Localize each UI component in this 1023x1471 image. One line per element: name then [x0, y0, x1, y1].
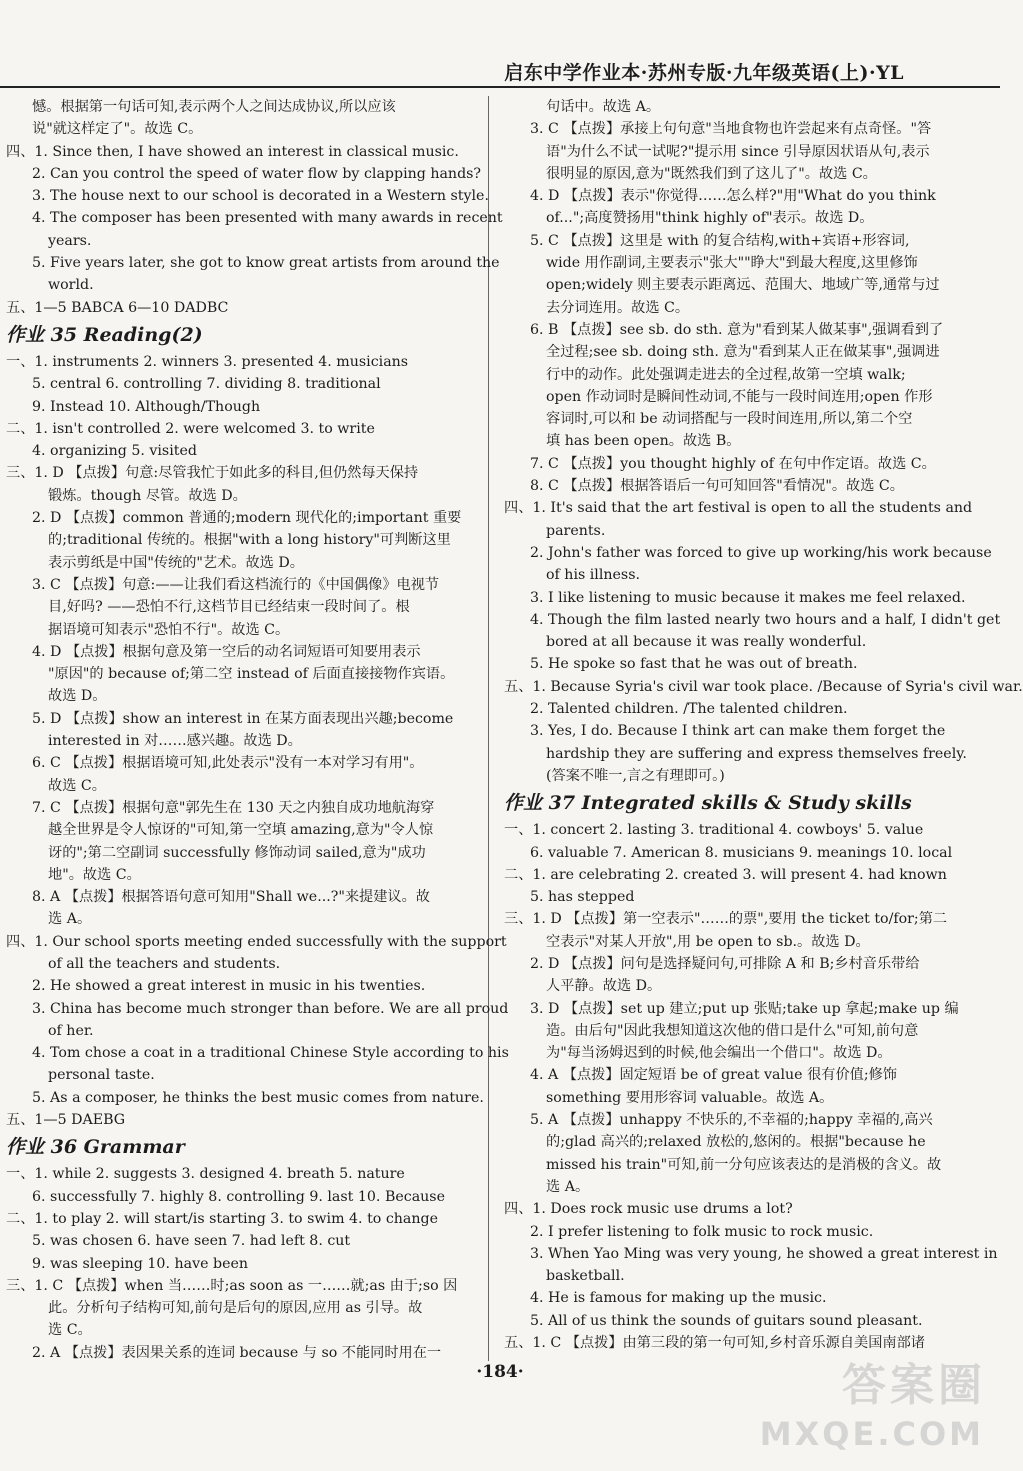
answer-line: 填 has been open。故选 B。	[546, 433, 741, 450]
answer-line: 4. D 【点拨】表示"你觉得……怎么样?"用"What do you think	[530, 188, 936, 205]
answer-line: 5. D 【点拨】show an interest in 在某方面表现出兴趣;become	[32, 710, 454, 727]
answer-line: 5. C 【点拨】这里是 with 的复合结构,with+宾语+形容词,	[530, 232, 910, 249]
answer-line: 句话中。故选 A。	[546, 99, 661, 115]
page-header	[0, 52, 1000, 88]
answer-line: of...";高度赞扬用"think highly of"表示。故选 D。	[546, 210, 874, 227]
watermark-site: MXQE.COM	[759, 1415, 984, 1453]
answer-line: 3. C 【点拨】句意:——让我们看这档流行的《中国偶像》电视节	[32, 576, 440, 593]
answer-line: 五、1—5 DAEBG	[6, 1112, 126, 1129]
answer-line: 2. Can you control the speed of water flow by clapping hands?	[32, 165, 482, 182]
answer-line: 的;traditional 传统的。根据"with a long history"可判断这里	[48, 532, 451, 549]
answer-line: 5. As a composer, he thinks the best music comes from nature.	[32, 1089, 484, 1106]
answer-line: 造。由后句"因此我想知道这次他的借口是什么"可知,前句意	[546, 1022, 919, 1039]
answer-line: 5. central 6. controlling 7. dividing 8. traditional	[32, 376, 381, 393]
answer-line: 9. Instead 10. Although/Though	[32, 398, 261, 415]
answer-line: 2. A 【点拨】表因果关系的连词 because 与 so 不能同时用在一	[32, 1344, 442, 1361]
answer-line: 三、1. C 【点拨】when 当……时;as soon as 一……就;as 由于;so 因	[6, 1277, 458, 1294]
answer-line: 目,好吗? ——恐怕不行,这档节目已经结束一段时间了。根	[48, 599, 410, 616]
answer-line: 表示剪纸是中国"传统的"艺术。故选 D。	[48, 554, 304, 571]
answer-line: world.	[48, 277, 94, 294]
answer-line: 3. D 【点拨】set up 建立;put up 张贴;take up 拿起;make up 编	[530, 1000, 959, 1017]
answer-line: 行中的动作。此处强调走进去的全过程,故第一空填 walk;	[546, 366, 906, 383]
answer-line: 一、1. instruments 2. winners 3. presented 4. musicians	[6, 353, 409, 370]
answer-line: 四、1. Our school sports meeting ended successfully with the support	[6, 933, 507, 950]
answer-line: something 要用形容词 valuable。故选 A。	[546, 1089, 834, 1106]
answer-line: bored at all because it was really wonderful.	[546, 634, 867, 651]
answer-line: 为"每当汤姆迟到的时候,他会编出一个借口"。故选 D。	[546, 1045, 892, 1062]
answer-line: 6. C 【点拨】根据语境可知,此处表示"没有一本对学习有用"。	[32, 755, 424, 772]
answer-line: 5. was chosen 6. have seen 7. had left 8. cut	[32, 1233, 351, 1250]
answer-line: wide 用作副词,主要表示"张大""睁大"到最大程度,这里修饰	[546, 255, 918, 272]
answer-line: 4. organizing 5. visited	[32, 443, 197, 460]
answer-line: parents.	[546, 522, 606, 539]
page-number: ·184·	[476, 1362, 524, 1382]
answer-line: 五、1—5 BABCA 6—10 DADBC	[6, 299, 229, 316]
answer-line: 6. successfully 7. highly 8. controlling 9. last 10. Because	[32, 1188, 445, 1205]
answer-line: 2. Talented children. /The talented children.	[530, 701, 848, 718]
answer-line: 说"就这样定了"。故选 C。	[32, 121, 203, 138]
answer-line: missed his train"可知,前一分句应该表达的是消极的含义。故	[546, 1156, 942, 1173]
answer-line: interested in 对……感兴趣。故选 D。	[48, 733, 302, 750]
answer-line: 8. A 【点拨】根据答语句意可知用"Shall we...?"来提建议。故	[32, 889, 430, 906]
answer-line: 四、1. Does rock music use drums a lot?	[504, 1201, 793, 1218]
answer-line: 锻炼。though 尽管。故选 D。	[48, 487, 247, 504]
header-title: 启东中学作业本·苏州专版·九年级英语(上)·YL	[504, 62, 904, 84]
left-column	[6, 96, 509, 1361]
answer-line: 二、1. isn't controlled 2. were welcomed 3. to write	[6, 420, 375, 437]
answer-line: hardship they are suffering and express themselves freely.	[546, 745, 967, 762]
answer-line: 五、1. Because Syria's civil war took place. /Because of Syria's civil war.	[504, 678, 1023, 695]
answer-line: 3. The house next to our school is decorated in a Western style.	[32, 188, 489, 205]
answer-line: 四、1. Since then, I have showed an interest in classical music.	[6, 143, 459, 160]
section-heading: 作业 35 Reading(2)	[6, 323, 203, 346]
answer-line: 6. B 【点拨】see sb. do sth. 意为"看到某人做某事",强调看到了	[530, 321, 944, 338]
answer-line: open 作动词时是瞬间性动词,不能与一段时间连用;open 作形	[546, 388, 933, 405]
answer-line: 6. valuable 7. American 8. musicians 9. meanings 10. local	[530, 844, 953, 861]
answer-line: 5. Five years later, she got to know great artists from around the	[32, 255, 500, 272]
watermark-logo: 答案圈	[842, 1360, 986, 1411]
answer-line: 2. D 【点拨】common 普通的;modern 现代化的;important 重要	[32, 510, 462, 527]
answer-line: 讶的";第二空副词 successfully 修饰动词 sailed,意为"成功	[48, 844, 426, 861]
answer-line: 容词时,可以和 be 动词搭配与一段时间连用,所以,第二个空	[546, 411, 913, 428]
column-divider	[488, 96, 489, 1361]
answer-line: 选 A。	[48, 911, 92, 928]
answer-line: 五、1. C 【点拨】由第三段的第一句可知,乡村音乐源自美国南部诸	[504, 1335, 925, 1352]
section-heading: 作业 37 Integrated skills & Study skills	[504, 792, 912, 815]
answer-line: 语"为什么不试一试呢?"提示用 since 引导原因状语从句,表示	[546, 143, 930, 160]
answer-line: 3. Yes, I do. Because I think art can make them forget the	[530, 723, 946, 740]
answer-line: 4. The composer has been presented with many awards in recent	[32, 210, 503, 227]
right-column	[504, 96, 1023, 1361]
answer-line: of her.	[48, 1022, 94, 1039]
answer-line: 选 C。	[48, 1322, 92, 1339]
answer-line: 4. He is famous for making up the music.	[530, 1290, 827, 1307]
answer-line: 越全世界是令人惊讶的"可知,第一空填 amazing,意为"令人惊	[48, 822, 434, 839]
answer-line: 3. I like listening to music because it makes me feel relaxed.	[530, 589, 966, 606]
answer-line: 5. A 【点拨】unhappy 不快乐的,不幸福的;happy 幸福的,高兴	[530, 1112, 933, 1129]
answer-line: 4. Though the film lasted nearly two hours and a half, I didn't get	[530, 611, 1001, 628]
answer-line: 一、1. while 2. suggests 3. designed 4. breath 5. nature	[6, 1166, 405, 1183]
answer-line: 全过程;see sb. doing sth. 意为"看到某人正在做某事",强调进	[546, 344, 940, 361]
answer-line: 3. China has become much stronger than before. We are all proud	[32, 1000, 509, 1017]
answer-line: 9. was sleeping 10. have been	[32, 1255, 248, 1272]
answer-line: 四、1. It's said that the art festival is open to all the students and	[504, 500, 973, 517]
answer-line: 故选 D。	[48, 688, 107, 705]
answer-line: 2. John's father was forced to give up working/his work because	[530, 544, 992, 561]
answer-line: of all the teachers and students.	[48, 955, 281, 972]
answer-line: 选 A。	[546, 1178, 590, 1195]
answer-line: 8. C 【点拨】根据答语后一句可知回答"看情况"。故选 C。	[530, 478, 904, 495]
answer-line: 三、1. D 【点拨】第一空表示"……的票",要用 the ticket to/for;第二	[504, 911, 948, 928]
answer-line: 2. D 【点拨】问句是选择疑问句,可排除 A 和 B;乡村音乐带给	[530, 955, 920, 972]
answer-line: 4. A 【点拨】固定短语 be of great value 很有价值;修饰	[530, 1067, 897, 1084]
answer-line: 5. All of us think the sounds of guitars sound pleasant.	[530, 1312, 923, 1329]
answer-line: 很明显的原因,意为"既然我们到了这儿了"。故选 C。	[546, 165, 877, 182]
answer-line: years.	[48, 232, 92, 249]
answer-line: open;widely 则主要表示距离远、范围大、地域广等,通常与过	[546, 277, 940, 294]
answer-line: (答案不唯一,言之有理即可。)	[546, 767, 725, 784]
section-heading: 作业 36 Grammar	[6, 1136, 185, 1159]
answer-line: 的;glad 高兴的;relaxed 放松的,悠闲的。根据"because he	[546, 1134, 926, 1151]
answer-line: 3. C 【点拨】承接上句句意"当地食物也许尝起来有点奇怪。"答	[530, 121, 932, 138]
answer-line: personal taste.	[48, 1067, 155, 1084]
answer-line: 一、1. concert 2. lasting 3. traditional 4. cowboys' 5. value	[504, 822, 924, 839]
answer-line: 据语境可知表示"恐怕不行"。故选 C。	[48, 621, 290, 638]
answer-line: 5. has stepped	[530, 889, 635, 906]
answer-line: 人平静。故选 D。	[546, 978, 662, 995]
answer-line: 二、1. to play 2. will start/is starting 3. to swim 4. to change	[6, 1210, 438, 1227]
answer-line: 三、1. D 【点拨】句意:尽管我忙于如此多的科目,但仍然每天保持	[6, 465, 419, 482]
answer-line: 故选 C。	[48, 777, 106, 794]
answer-line: 3. When Yao Ming was very young, he showed a great interest in	[530, 1245, 998, 1262]
answer-line: 2. He showed a great interest in music in his twenties.	[32, 978, 426, 995]
answer-line: 2. I prefer listening to folk music to rock music.	[530, 1223, 874, 1240]
answer-line: 4. Tom chose a coat in a traditional Chinese Style according to his	[32, 1045, 509, 1062]
answer-line: of his illness.	[546, 567, 640, 584]
answer-line: 7. C 【点拨】根据句意"郭先生在 130 天之内独自成功地航海穿	[32, 799, 435, 816]
answer-line: 4. D 【点拨】根据句意及第一空后的动名词短语可知要用表示	[32, 643, 421, 660]
answer-line: "原因"的 because of;第二空 instead of 后面直接接物作宾语。	[48, 666, 455, 683]
answer-line: 去分词连用。故选 C。	[546, 299, 690, 316]
answer-line: 二、1. are celebrating 2. created 3. will present 4. had known	[504, 866, 947, 883]
answer-line: 地"。故选 C。	[48, 866, 141, 883]
answer-line: 此。分析句子结构可知,前句是后句的原因,应用 as 引导。故	[48, 1300, 423, 1317]
answer-line: 憾。根据第一句话可知,表示两个人之间达成协议,所以应该	[32, 99, 396, 115]
watermark	[759, 1349, 992, 1467]
answer-line: basketball.	[546, 1268, 625, 1285]
answer-line: 空表示"对某人开放",用 be open to sb.。故选 D。	[546, 933, 870, 950]
answer-line: 7. C 【点拨】you thought highly of 在句中作定语。故选 C。	[530, 455, 936, 472]
answer-line: 5. He spoke so fast that he was out of breath.	[530, 656, 858, 673]
